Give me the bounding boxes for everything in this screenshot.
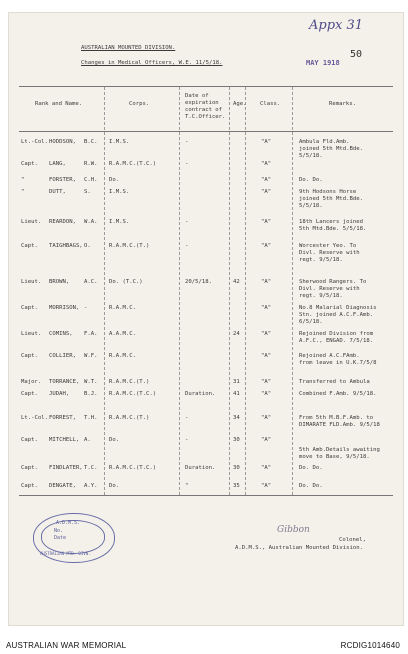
table-top-rule [19, 86, 393, 87]
officer-surname: REARDON, [49, 219, 76, 225]
officer-surname: COLLIER, [49, 353, 76, 359]
officer-corps: R.A.M.C.(T.C.) [109, 465, 157, 471]
officer-corps: I.M.S. [109, 139, 130, 145]
officer-corps: Do. [109, 437, 120, 443]
header-class: Class. [260, 101, 281, 107]
contract-expiration: - [185, 437, 189, 443]
header-rank-name: Rank and Name. [35, 101, 83, 107]
officer-remarks-line: joined 5th Mtd.Bde. [299, 146, 363, 152]
officer-remarks-line: 6/5/18. [299, 319, 323, 325]
footer-institution: AUSTRALIAN WAR MEMORIAL [6, 641, 127, 650]
officer-rank: Capt. [21, 305, 38, 311]
officer-initials: - [84, 305, 88, 311]
officer-initials: W.A. [84, 219, 98, 225]
officer-remarks-line: regt. 9/5/18. [299, 293, 343, 299]
officer-remarks-line: Sherwood Rangers. To [299, 279, 367, 285]
officer-initials: T.C. [84, 465, 98, 471]
officer-class: "A" [261, 391, 272, 397]
officer-surname: MORRISON, [49, 305, 80, 311]
document-sheet [8, 12, 404, 626]
officer-initials: O. [84, 243, 91, 249]
received-stamp: MAY 1918 [306, 59, 340, 67]
signature-scrawl: Gibbon [277, 525, 310, 535]
officer-class: "A" [261, 243, 272, 249]
officer-initials: C.H. [84, 177, 98, 183]
officer-remarks-line: Do. Do. [299, 483, 323, 489]
officer-surname: HODDSON, [49, 139, 76, 145]
officer-age: 24 [233, 331, 240, 337]
officer-rank: Capt. [21, 437, 38, 443]
officer-age: 30 [233, 437, 240, 443]
contract-expiration: - [185, 139, 189, 145]
officer-class: "A" [261, 177, 272, 183]
officer-remarks-line: A.F.C., ENGAD. 7/5/18. [299, 338, 374, 344]
officer-surname: DUTT, [49, 189, 66, 195]
document-subtitle: Changes in Medical Officers, W.E. 11/5/18. [81, 60, 223, 66]
officer-age: 42 [233, 279, 240, 285]
officer-initials: T.H. [84, 415, 98, 421]
officer-age: 31 [233, 379, 240, 385]
officer-surname: FORSTER, [49, 177, 76, 183]
officer-rank: Capt. [21, 483, 38, 489]
officer-surname: JUDAH, [49, 391, 70, 397]
officer-remarks-line: 5th Mtd.Bde. 5/5/18. [299, 226, 367, 232]
officer-initials: S. [84, 189, 91, 195]
handwritten-appendix-ref: Appx 31 [309, 18, 364, 33]
officer-corps: R.A.M.C.(T.C.) [109, 391, 157, 397]
officer-remarks-line: No.8 Malarial Diagnosis [299, 305, 377, 311]
officer-remarks-line: 9th Hodsons Horse [299, 189, 357, 195]
officer-remarks-line: 5th Amb.Details awaiting [299, 447, 380, 453]
admin-office-stamp [33, 513, 115, 563]
officer-surname: TORRANCE, [49, 379, 80, 385]
officer-remarks-line: Rejoined A.C.FAmb. [299, 353, 360, 359]
officer-rank: Capt. [21, 353, 38, 359]
officer-class: "A" [261, 483, 272, 489]
officer-class: "A" [261, 379, 272, 385]
officer-remarks-line: 5/5/18. [299, 203, 323, 209]
officer-class: "A" [261, 279, 272, 285]
officer-class: "A" [261, 189, 272, 195]
column-divider [292, 87, 293, 495]
officer-age: 35 [233, 483, 240, 489]
officer-initials: A. [84, 437, 91, 443]
officer-corps: A.A.M.C. [109, 331, 136, 337]
officer-rank: Lieut. [21, 219, 42, 225]
officer-class: "A" [261, 161, 272, 167]
officer-remarks-line: regt. 9/5/18. [299, 257, 343, 263]
officer-corps: R.A.M.C. [109, 305, 136, 311]
officer-rank: Capt. [21, 243, 38, 249]
stamp-text: AUSTRALIAN MTD. DIVN. [40, 551, 91, 556]
officer-corps: R.A.M.C.(T.) [109, 379, 150, 385]
header-corps: Corps. [129, 101, 150, 107]
officer-surname: COMINS, [49, 331, 73, 337]
column-divider [104, 87, 105, 495]
officer-corps: R.A.M.C.(T.) [109, 415, 150, 421]
officer-remarks-line: joined 5th Mtd.Bde. [299, 196, 363, 202]
officer-class: "A" [261, 219, 272, 225]
stamp-text: A.D.M.S. [56, 520, 81, 526]
officer-class: "A" [261, 139, 272, 145]
signature-title: A.D.M.S., Australian Mounted Division. [235, 545, 363, 551]
contract-expiration: - [185, 161, 189, 167]
officer-surname: FORREST, [49, 415, 76, 421]
table-bottom-rule [19, 495, 393, 496]
officer-corps: Do. [109, 483, 120, 489]
officer-remarks-line: Stn. joined A.C.F.Amb. [299, 312, 374, 318]
officer-remarks-line: Divl. Reserve with [299, 286, 360, 292]
officer-corps: I.M.S. [109, 189, 130, 195]
officer-remarks-line: 5/5/18. [299, 153, 323, 159]
contract-expiration: " [185, 483, 189, 489]
officer-rank: Lt.-Col. [21, 139, 48, 145]
officer-surname: LANG, [49, 161, 66, 167]
page-number: 50 [350, 49, 363, 60]
header-expiration: Date of [185, 93, 209, 99]
officer-surname: DENGATE, [49, 483, 76, 489]
officer-corps: R.A.M.C. [109, 353, 136, 359]
officer-corps: Do. (T.C.) [109, 279, 143, 285]
officer-rank: Lieut. [21, 331, 42, 337]
officer-remarks-line: from leave in U.K.7/5/8 [299, 360, 377, 366]
officer-remarks-line: Do. Do. [299, 465, 323, 471]
officer-corps: I.M.S. [109, 219, 130, 225]
officer-remarks-line: Divl. Reserve with [299, 250, 360, 256]
officer-remarks-line: Combined F.Amb. 9/5/18. [299, 391, 377, 397]
officer-initials: R.W. [84, 161, 98, 167]
officer-rank: Major. [21, 379, 42, 385]
header-remarks: Remarks. [329, 101, 356, 107]
contract-expiration: Duration. [185, 465, 216, 471]
officer-remarks-line: 18th Lancers joined [299, 219, 363, 225]
contract-expiration: Duration. [185, 391, 216, 397]
officer-class: "A" [261, 465, 272, 471]
contract-expiration: - [185, 243, 189, 249]
contract-expiration: - [185, 219, 189, 225]
officer-remarks-line: Do. Do. [299, 177, 323, 183]
officer-initials: B.J. [84, 391, 98, 397]
officer-rank: Capt. [21, 391, 38, 397]
officer-class: "A" [261, 305, 272, 311]
officer-initials: W.F. [84, 353, 98, 359]
officer-initials: A.Y. [84, 483, 98, 489]
signature-rank: Colonel, [339, 537, 366, 543]
officer-rank: " [21, 189, 25, 195]
stamp-text: Date [54, 535, 67, 541]
officer-rank: " [21, 177, 25, 183]
officer-rank: Lt.-Col. [21, 415, 48, 421]
header-expiration: T.C.Officer. [185, 114, 226, 120]
header-age: Age. [233, 101, 247, 107]
table-header-rule [19, 131, 393, 132]
officer-class: "A" [261, 415, 272, 421]
officer-class: "A" [261, 437, 272, 443]
officer-rank: Lieut. [21, 279, 42, 285]
officer-initials: F.A. [84, 331, 98, 337]
officer-remarks-line: Ambula Fld.Amb. [299, 139, 350, 145]
officer-class: "A" [261, 331, 272, 337]
officer-initials: W.T. [84, 379, 98, 385]
officer-initials: B.C. [84, 139, 98, 145]
contract-expiration: - [185, 415, 189, 421]
officer-remarks-line: DIMARATE FLD.Amb. 9/5/18 [299, 422, 380, 428]
officer-surname: BROWN, [49, 279, 70, 285]
officer-remarks-line: Transferred to Ambula [299, 379, 370, 385]
column-divider [245, 87, 246, 495]
officer-remarks-line: Rejoined Division from [299, 331, 374, 337]
stamp-text: No. [54, 528, 64, 534]
officer-corps: R.A.M.C.(T.C.) [109, 161, 157, 167]
officer-rank: Capt. [21, 465, 38, 471]
column-divider [179, 87, 180, 495]
officer-surname: TAIGHBAGS, [49, 243, 83, 249]
officer-corps: R.A.M.C.(T.) [109, 243, 150, 249]
header-expiration: contract of [185, 107, 223, 113]
officer-age: 34 [233, 415, 240, 421]
column-divider [229, 87, 230, 495]
officer-age: 30 [233, 465, 240, 471]
header-expiration: expiration [185, 100, 219, 106]
officer-remarks-line: move to Base, 9/5/18. [299, 454, 370, 460]
officer-rank: Capt. [21, 161, 38, 167]
officer-class: "A" [261, 353, 272, 359]
officer-remarks-line: Worcester Yeo. To [299, 243, 357, 249]
officer-surname: MITCHELL, [49, 437, 80, 443]
footer-catalogue-id: RCDIG1014640 [340, 641, 400, 650]
officer-initials: A.C. [84, 279, 98, 285]
officer-corps: Do. [109, 177, 120, 183]
document-title: AUSTRALIAN MOUNTED DIVISION. [81, 45, 176, 51]
officer-age: 41 [233, 391, 240, 397]
officer-surname: FINDLATER, [49, 465, 83, 471]
contract-expiration: 20/5/18. [185, 279, 212, 285]
officer-remarks-line: From 5th M.B.F.Amb. to [299, 415, 374, 421]
